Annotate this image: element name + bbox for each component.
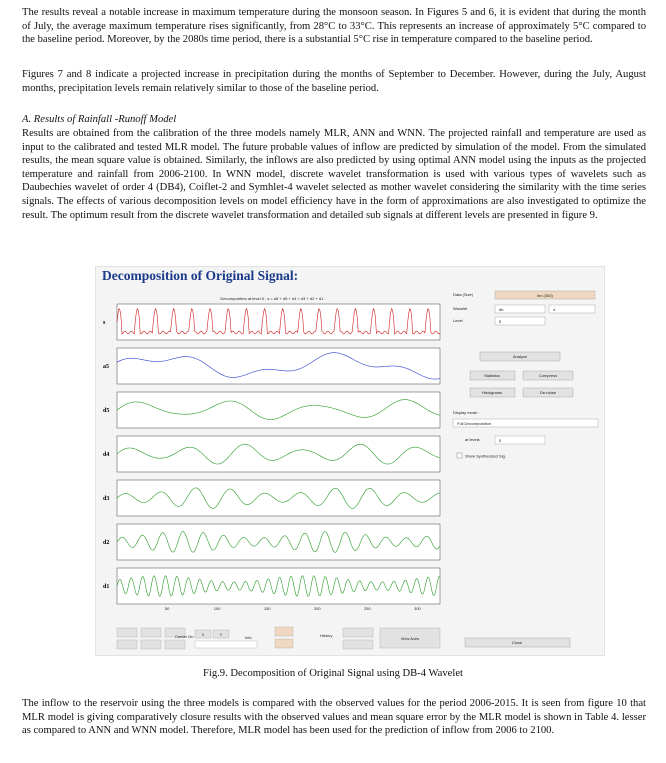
at-levels-label: at levels bbox=[465, 437, 480, 442]
paragraph-2: Figures 7 and 8 indicate a projected increase in precipitation during the months of September to December. However, during the July, August months, precipitation levels remain relatively similar to those of the baseline period. bbox=[22, 69, 646, 94]
at-levels-value: 5 bbox=[499, 438, 502, 443]
signal-label-d5: d5 bbox=[103, 408, 110, 414]
center-x-label: X bbox=[201, 632, 205, 637]
compress-label: Compress bbox=[538, 373, 558, 378]
signal-label-d2: d2 bbox=[103, 540, 110, 546]
statistics-label: Statistics bbox=[483, 373, 501, 378]
history-forward-button[interactable] bbox=[343, 628, 373, 637]
wavelet-figure-svg bbox=[95, 266, 605, 656]
signal-panel-d1 bbox=[117, 568, 440, 604]
wavelet-label: Wavelet bbox=[453, 306, 468, 311]
paragraph-3: Results are obtained from the calibration of the three models namely MLR, ANN and WNN. The projected rainfall and temperature are used as input to the calibrated and tested MLR model. The future probable values of inflow are predicted by simulation of the model. From the simulated results, the mean square value is obtained. Similarly, the inflows are also predicted by using optimal ANN model using the inputs as the projected temperature and rainfall from 2006-2100. In WNN model, discrete wavelet transformation is used with various types of wavelets such as Daubechies wavelet of order 4 (DB4), Coiflet-2 and Symhlet-4 wavelet selected as mother wavelet considering the similarity with the time series signals. The effects of various decomposition levels on model efficiency have in the form of approximations are also investigated to optimize the result. The optimum result from the discrete wavelet transformation and detailed sub signals at different levels are presented in figure 9. bbox=[22, 128, 646, 221]
close-label: Close bbox=[511, 640, 523, 645]
data-value: inn (300) bbox=[537, 293, 553, 298]
signal-panel-d5 bbox=[117, 392, 440, 428]
data-label: Data (Size) bbox=[453, 292, 474, 297]
center-on-label: Center On bbox=[175, 634, 194, 639]
wavelet-order-select[interactable] bbox=[549, 305, 595, 313]
signal-panel-d2 bbox=[117, 524, 440, 560]
info-label: Info bbox=[245, 635, 252, 640]
center-y-label: Y bbox=[219, 632, 223, 637]
denoise-label: De-noise bbox=[539, 390, 557, 395]
zoom-in-y-button[interactable] bbox=[141, 628, 161, 637]
x-tick-label: 100 bbox=[213, 606, 221, 611]
display-mode-label: Display mode : bbox=[453, 410, 480, 415]
zoom-out-xy-button[interactable] bbox=[165, 640, 185, 649]
x-tick-label: 300 bbox=[414, 606, 421, 611]
zoom-out-y-button[interactable] bbox=[141, 640, 161, 649]
paragraph-4: The inflow to the reservoir using the three models is compared with the observed values for the period 2006-2015. It is seen from figure 10 that MLR model is giving comparatively closure results with the observed values and mean square error by the MLR model is shown in Table 4. lesser as compared to ANN and WNN model. Therefore, MLR model has been used for the prediction of inflow from 2006 to 2100. bbox=[22, 698, 646, 737]
signal-label-d3: d3 bbox=[103, 496, 110, 502]
signal-label-a5: a5 bbox=[103, 364, 109, 370]
history-label: History bbox=[320, 633, 333, 638]
at-levels-select[interactable] bbox=[495, 436, 545, 444]
level-label: Level bbox=[453, 318, 463, 323]
signal-panel-d4 bbox=[117, 436, 440, 472]
info-plus-button[interactable] bbox=[275, 627, 293, 636]
signal-label-d1: d1 bbox=[103, 584, 110, 590]
level-select[interactable] bbox=[495, 317, 545, 325]
figure-title: Decomposition of Original Signal: bbox=[102, 268, 299, 283]
zoom-out-x-button[interactable] bbox=[117, 640, 137, 649]
section-heading: A. Results of Rainfall -Runoff Model bbox=[22, 114, 177, 125]
zoom-in-x-button[interactable] bbox=[117, 628, 137, 637]
wavelet-family-value: db bbox=[499, 307, 504, 312]
show-synth-label: Show Synthesized Sig. bbox=[465, 453, 506, 459]
analyze-label: Analyze bbox=[512, 354, 528, 359]
display-mode-value: Full Decomposition bbox=[457, 421, 492, 426]
info-minus-button[interactable] bbox=[275, 639, 293, 648]
view-axes-label: View Axes bbox=[400, 636, 420, 641]
x-tick-label: 150 bbox=[263, 606, 271, 611]
decomposition-plots bbox=[103, 304, 440, 604]
level-value: 5 bbox=[499, 319, 502, 324]
signal-label-s: s bbox=[103, 320, 106, 326]
wavelet-figure bbox=[95, 266, 605, 656]
figure-caption: Fig.9. Decomposition of Original Signal using DB-4 Wavelet bbox=[203, 668, 463, 679]
history-back-button[interactable] bbox=[343, 640, 373, 649]
wavelet-order-value: 4 bbox=[553, 307, 556, 312]
show-synth-checkbox[interactable] bbox=[457, 453, 462, 458]
x-tick-label: 250 bbox=[364, 606, 371, 611]
plot-header: Decomposition at level 5 : s = a5 + d5 + d4 + d3 + d2 + d1 . bbox=[220, 296, 326, 301]
paragraph-1: The results reveal a notable increase in maximum temperature during the monsoon season. In Figures 5 and 6, it is evident that during the month of July, the average maximum temperature rises significantly, from 28°C to 33°C. This represents an increase of approximately 5°C compared to the baseline period. Moreover, by the 2080s time period, there is a substantial 5°C rise in temperature compared to the baseline period. bbox=[22, 7, 646, 46]
x-tick-label: 50 bbox=[164, 606, 170, 611]
center-info-box bbox=[195, 641, 257, 648]
signal-label-d4: d4 bbox=[103, 452, 110, 458]
signal-panel-d3 bbox=[117, 480, 440, 516]
histograms-label: Histograms bbox=[481, 390, 503, 395]
x-tick-label: 200 bbox=[313, 606, 321, 611]
